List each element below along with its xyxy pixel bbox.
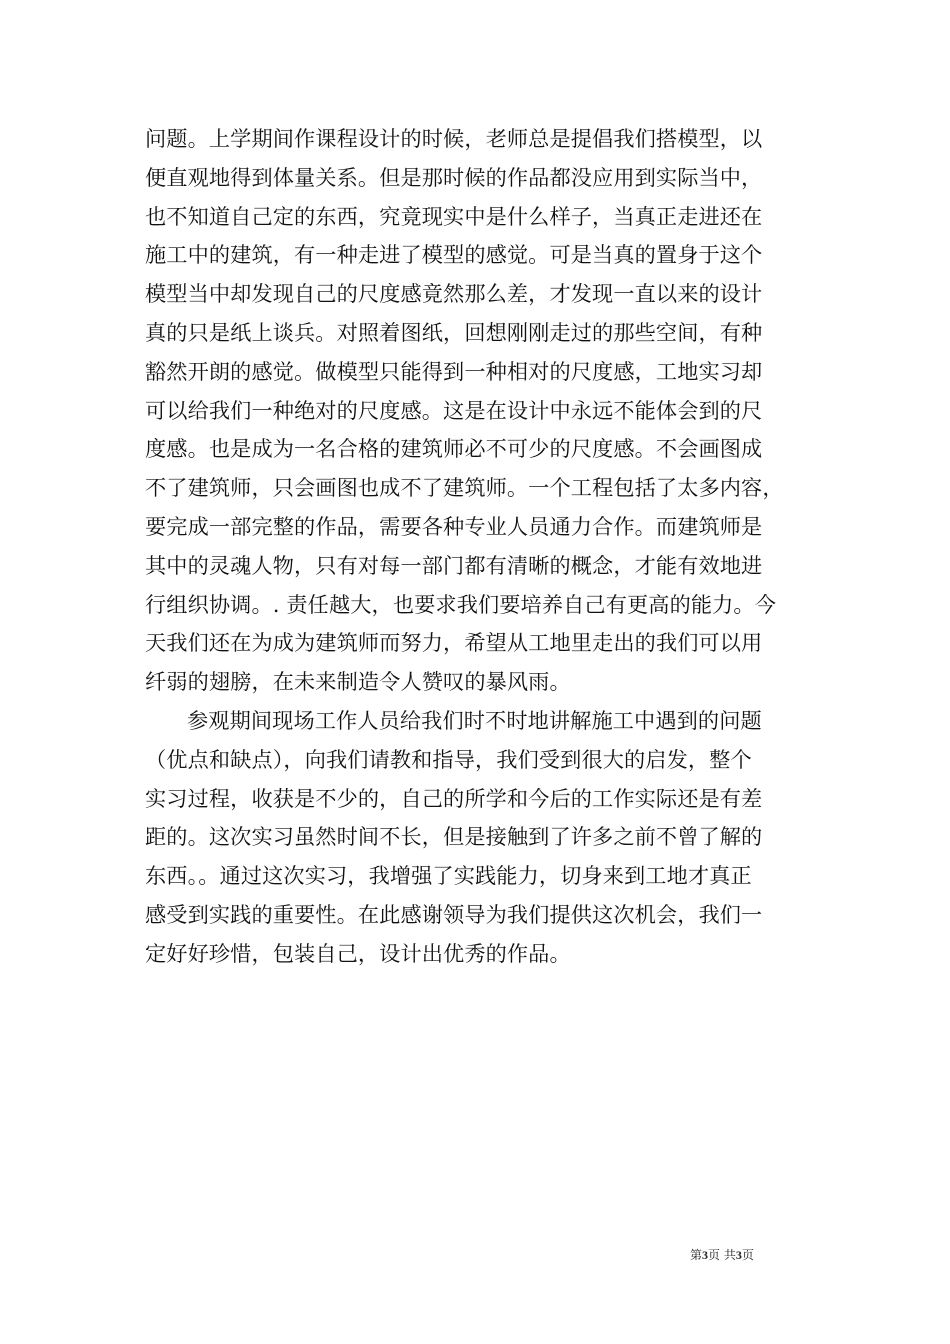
paragraph-1-line: 行组织协调。. 责任越大，也要求我们要培养自己有更高的能力。今 [145, 591, 777, 617]
paragraph-2-line: 距的。这次实习虽然时间不长，但是接触到了许多之前不曾了解的 [145, 824, 763, 850]
footer-prefix: 第 [690, 1248, 703, 1262]
footer-middle: 页 共 [708, 1248, 736, 1262]
paragraph-1-line: 纤弱的翅膀，在未来制造令人赞叹的暴风雨。 [145, 669, 571, 695]
paragraph-1-line: 度感。也是成为一名合格的建筑师必不可少的尺度感。不会画图成 [145, 436, 763, 462]
paragraph-1-line: 便直观地得到体量关系。但是那时候的作品都没应用到实际当中， [145, 164, 763, 190]
paragraph-2-line: （优点和缺点），向我们请教和指导，我们受到很大的启发，整个 [145, 746, 752, 772]
paragraph-2-line: 实习过程，收获是不少的，自己的所学和今后的工作实际还是有差 [145, 785, 763, 811]
paragraph-2-line: 东西。。通过这次实习，我增强了实践能力，切身来到工地才真正 [145, 863, 752, 889]
paragraph-1-line: 也不知道自己定的东西，究竟现实中是什么样子，当真正走进还在 [145, 203, 763, 229]
paragraph-2-line: 定好好珍惜，包装自己，设计出优秀的作品。 [145, 940, 571, 966]
paragraph-1-line: 天我们还在为成为建筑师而努力，希望从工地里走出的我们可以用 [145, 630, 763, 656]
page-footer [690, 1247, 820, 1263]
paragraph-1-line: 可以给我们一种绝对的尺度感。这是在设计中永远不能体会到的尺 [145, 397, 763, 423]
paragraph-1-line: 模型当中却发现自己的尺度感竟然那么差，才发现一直以来的设计 [145, 281, 763, 307]
paragraph-1-line: 问题。上学期间作课程设计的时候，老师总是提倡我们搭模型，以 [145, 126, 763, 151]
body-text [145, 120, 813, 974]
paragraph-1-line: 豁然开朗的感觉。做模型只能得到一种相对的尺度感，工地实习却 [145, 358, 763, 384]
paragraph-1-line: 不了建筑师，只会画图也成不了建筑师。一个工程包括了太多内容， [145, 475, 784, 501]
footer-page-number: 3 [702, 1248, 709, 1262]
footer-suffix: 页 [741, 1248, 754, 1262]
footer-total-pages: 3 [735, 1248, 742, 1262]
paragraph-1-line: 真的只是纸上谈兵。对照着图纸，回想刚刚走过的那些空间，有种 [145, 319, 763, 345]
paragraph-2-line: 感受到实践的重要性。在此感谢领导为我们提供这次机会，我们一 [145, 901, 763, 927]
paragraph-1-line: 施工中的建筑，有一种走进了模型的感觉。可是当真的置身于这个 [145, 242, 763, 268]
paragraph-1-line: 其中的灵魂人物，只有对每一部门都有清晰的概念，才能有效地进 [145, 552, 763, 578]
paragraph-2-line: 参观期间现场工作人员给我们时不时地讲解施工中遇到的问题 [187, 707, 762, 733]
paragraph-1-line: 要完成一部完整的作品，需要各种专业人员通力合作。而建筑师是 [145, 513, 763, 539]
